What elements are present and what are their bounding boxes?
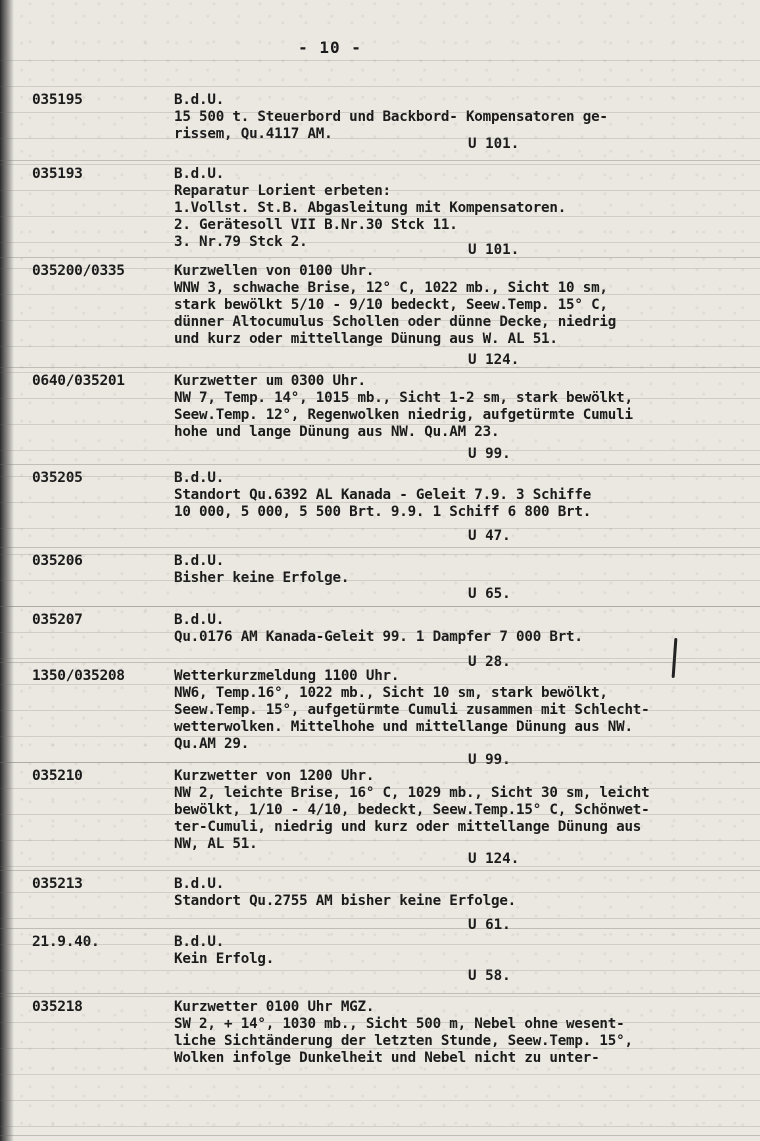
log-entry (0, 668, 760, 768)
paper-rule (0, 762, 760, 763)
paper-rule (0, 112, 760, 113)
entry-line: ter-Cumuli, niedrig und kurz oder mittellange Dünung aus (174, 819, 642, 835)
entry-line: NW, AL 51. (174, 836, 258, 852)
entry-line: B.d.U. (174, 166, 225, 182)
entry-line: Standort Qu.2755 AM bisher keine Erfolge. (174, 893, 517, 909)
entry-line: hohe und lange Dünung aus NW. Qu.AM 23. (174, 424, 500, 440)
paper-rule (0, 294, 760, 295)
entry-line: B.d.U. (174, 876, 225, 892)
entry-line: Qu.AM 29. (174, 736, 250, 752)
entry-line: Standort Qu.6392 AL Kanada - Geleit 7.9. 3 Schiffe (174, 487, 592, 503)
entry-line: Kurzwellen von 0100 Uhr. (174, 263, 375, 279)
paper-rule (0, 502, 760, 503)
paper-rule (0, 164, 760, 165)
paper-rule (0, 138, 760, 139)
entry-time: 035193 (32, 166, 83, 182)
entry-body (174, 92, 754, 143)
paper-rule (0, 320, 760, 321)
entry-time: 035210 (32, 768, 83, 784)
entry-line: dünner Altocumulus Schollen oder dünne Decke, niedrig (174, 314, 617, 330)
entry-line: B.d.U. (174, 553, 225, 569)
entry-signature: U 124. (468, 352, 520, 368)
paper-rule (0, 1048, 760, 1049)
entry-line: wetterwolken. Mittelhohe und mittellange Dünung aus NW. (174, 719, 633, 735)
entry-line: B.d.U. (174, 612, 225, 628)
entry-signature: U 99. (468, 752, 511, 768)
paper-rule (0, 970, 760, 971)
paper-rule (0, 346, 760, 347)
paper-rule (0, 918, 760, 919)
log-entry (0, 612, 760, 670)
paper-rule (0, 840, 760, 841)
log-entry (0, 470, 760, 548)
log-entry (0, 999, 760, 1136)
paper-rule (0, 554, 760, 555)
entry-line: Kurzwetter um 0300 Uhr. (174, 373, 366, 389)
paper-rule (0, 788, 760, 789)
entry-signature: U 99. (468, 446, 511, 462)
entry-line: NW 2, leichte Brise, 16° C, 1029 mb., Sicht 30 sm, leicht (174, 785, 650, 801)
entry-line: bewölkt, 1/10 - 4/10, bedeckt, Seew.Temp.15° C, Schönwet- (174, 802, 650, 818)
paper-rule (0, 892, 760, 893)
paper-rule (0, 814, 760, 815)
entry-line: Kurzwetter 0100 Uhr MGZ. (174, 999, 375, 1015)
entry-signature: U 101. (468, 242, 520, 258)
paper-rule (0, 684, 760, 685)
paper-rule (0, 1126, 760, 1127)
entry-body (174, 553, 754, 587)
entry-time: 035205 (32, 470, 83, 486)
entry-body (174, 166, 754, 251)
paper-rule (0, 528, 760, 529)
entry-line: B.d.U. (174, 92, 225, 108)
entry-body (174, 999, 754, 1067)
entry-body (174, 373, 754, 441)
entry-line: NW6, Temp.16°, 1022 mb., Sicht 10 sm, stark bewölkt, (174, 685, 608, 701)
entry-signature: U 124. (468, 851, 520, 867)
entry-line: Wetterkurzmeldung 1100 Uhr. (174, 668, 400, 684)
log-entry (0, 373, 760, 465)
entry-signature: U 47. (468, 528, 511, 544)
entry-signature: U 101. (468, 136, 520, 152)
entry-line: 2. Gerätesoll VII B.Nr.30 Stck 11. (174, 217, 458, 233)
entry-line: 10 000, 5 000, 5 500 Brt. 9.9. 1 Schiff 6 800 Brt. (174, 504, 592, 520)
paper-rule (0, 60, 760, 61)
paper-rule (0, 866, 760, 867)
paper-rule (0, 216, 760, 217)
log-entry (0, 166, 760, 258)
paper-rule (0, 736, 760, 737)
entry-signature: U 58. (468, 968, 511, 984)
entry-line: WNW 3, schwache Brise, 12° C, 1022 mb., Sicht 10 sm, (174, 280, 608, 296)
entry-body (174, 612, 754, 646)
entry-line: rissem, Qu.4117 AM. (174, 126, 333, 142)
entry-body (174, 470, 754, 521)
entry-line: B.d.U. (174, 934, 225, 950)
entry-signature: U 61. (468, 917, 511, 933)
entry-time: 035206 (32, 553, 83, 569)
paper-rule (0, 476, 760, 477)
paper-rule (0, 242, 760, 243)
entry-body (174, 934, 754, 968)
entry-time: 035218 (32, 999, 83, 1015)
paper-rule (0, 190, 760, 191)
log-entry (0, 876, 760, 933)
log-entry (0, 768, 760, 871)
entry-line: liche Sichtänderung der letzten Stunde, Seew.Temp. 15°, (174, 1033, 633, 1049)
log-entry (0, 263, 760, 368)
paper-rule (0, 424, 760, 425)
entry-line: und kurz oder mittellange Dünung aus W. AL 51. (174, 331, 558, 347)
paper-rule (0, 632, 760, 633)
entry-line: SW 2, + 14°, 1030 mb., Sicht 500 m, Nebel ohne wesent- (174, 1016, 625, 1032)
entry-time: 035200/0335 (32, 263, 125, 279)
paper-rule (0, 658, 760, 659)
entry-line: Bisher keine Erfolge. (174, 570, 350, 586)
paper-rule (0, 1022, 760, 1023)
entry-body (174, 876, 754, 910)
entry-line: NW 7, Temp. 14°, 1015 mb., Sicht 1-2 sm, stark bewölkt, (174, 390, 633, 406)
entry-line: Reparatur Lorient erbeten: (174, 183, 391, 199)
paper-rule (0, 944, 760, 945)
entry-line: Seew.Temp. 12°, Regenwolken niedrig, aufgetürmte Cumuli (174, 407, 633, 423)
paper-rule (0, 1100, 760, 1101)
entry-line: 1.Vollst. St.B. Abgasleitung mit Kompensatoren. (174, 200, 567, 216)
paper-rule (0, 606, 760, 607)
entry-line: Kein Erfolg. (174, 951, 275, 967)
entry-signature: U 28. (468, 654, 511, 670)
paper-rule (0, 710, 760, 711)
entry-signature: U 65. (468, 586, 511, 602)
entry-body (174, 263, 754, 348)
log-entry (0, 92, 760, 161)
entry-line: 15 500 t. Steuerbord und Backbord- Kompensatoren ge- (174, 109, 608, 125)
entry-line: Seew.Temp. 15°, aufgetürmte Cumuli zusammen mit Schlecht- (174, 702, 650, 718)
entry-line: stark bewölkt 5/10 - 9/10 bedeckt, Seew.Temp. 15° C, (174, 297, 608, 313)
log-entry (0, 934, 760, 994)
entry-line: 3. Nr.79 Stck 2. (174, 234, 308, 250)
paper-rule (0, 86, 760, 87)
paper-rule (0, 450, 760, 451)
paper-rule (0, 996, 760, 997)
entry-time: 21.9.40. (32, 934, 100, 950)
entry-time: 035207 (32, 612, 83, 628)
paper-rule (0, 1074, 760, 1075)
paper-rule (0, 372, 760, 373)
paper-rule (0, 268, 760, 269)
entry-line: B.d.U. (174, 470, 225, 486)
entry-line: Wolken infolge Dunkelheit und Nebel nicht zu unter- (174, 1050, 600, 1066)
page-number: - 10 - (298, 38, 362, 57)
entry-time: 1350/035208 (32, 668, 125, 684)
entry-time: 035213 (32, 876, 83, 892)
entry-line: Kurzwetter von 1200 Uhr. (174, 768, 375, 784)
entry-line: Qu.0176 AM Kanada-Geleit 99. 1 Dampfer 7 000 Brt. (174, 629, 583, 645)
paper-rule (0, 398, 760, 399)
entry-time: 0640/035201 (32, 373, 125, 389)
paper-rule (0, 580, 760, 581)
entry-time: 035195 (32, 92, 83, 108)
